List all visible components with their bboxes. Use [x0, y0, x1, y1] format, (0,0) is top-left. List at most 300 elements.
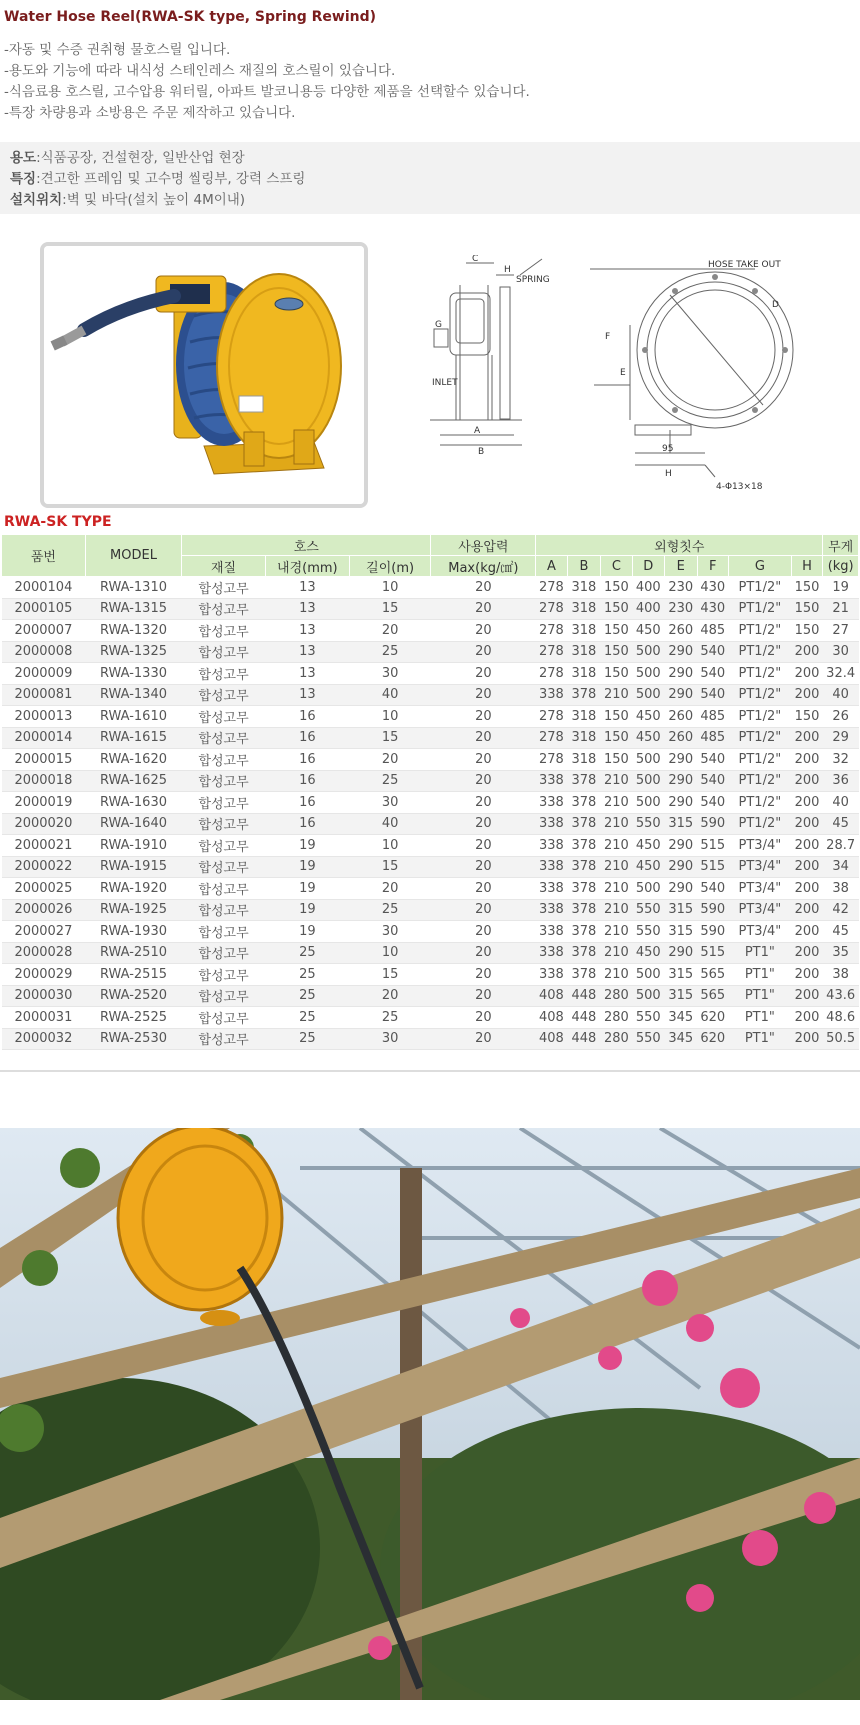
table-cell: RWA-1340 — [85, 684, 181, 706]
table-cell: 280 — [601, 1007, 632, 1029]
table-row — [2, 749, 859, 771]
table-cell: 150 — [791, 598, 823, 620]
label-spring: SPRING — [516, 275, 550, 285]
table-cell: 515 — [697, 856, 728, 878]
table-cell: 200 — [791, 727, 823, 749]
table-cell: 13 — [265, 663, 349, 685]
table-row — [2, 620, 859, 642]
table-cell: 590 — [697, 921, 728, 943]
table-cell: 20 — [431, 770, 536, 792]
table-cell: PT1/2" — [728, 770, 791, 792]
table-cell: 338 — [536, 684, 567, 706]
table-cell: 338 — [536, 964, 567, 986]
table-cell: 378 — [567, 878, 601, 900]
table-cell: 290 — [665, 663, 697, 685]
table-cell: 25 — [349, 641, 431, 663]
table-cell: 합성고무 — [182, 985, 266, 1007]
table-cell: 16 — [265, 727, 349, 749]
table-cell: 150 — [791, 620, 823, 642]
table-cell: RWA-2510 — [85, 942, 181, 964]
table-cell: 43.6 — [823, 985, 859, 1007]
table-cell: 278 — [536, 577, 567, 599]
table-cell: 378 — [567, 856, 601, 878]
table-cell: 합성고무 — [182, 641, 266, 663]
table-cell: PT1/2" — [728, 706, 791, 728]
table-cell: 540 — [697, 878, 728, 900]
table-cell: 150 — [791, 577, 823, 599]
table-row — [2, 856, 859, 878]
table-cell: 2000032 — [2, 1028, 86, 1050]
table-cell: 38 — [823, 964, 859, 986]
table-cell: 2000009 — [2, 663, 86, 685]
greenhouse-scene — [0, 1128, 860, 1700]
table-cell: 150 — [601, 641, 632, 663]
label-b: B — [478, 447, 485, 457]
table-cell: 540 — [697, 663, 728, 685]
table-cell: RWA-2515 — [85, 964, 181, 986]
table-cell: 550 — [632, 921, 664, 943]
installation-photo — [0, 1128, 860, 1700]
table-cell: 315 — [665, 899, 697, 921]
table-cell: 278 — [536, 620, 567, 642]
header-inner-dia: 내경(mm) — [265, 556, 349, 577]
table-cell: 20 — [431, 792, 536, 814]
header-weight: 무게 — [823, 535, 859, 556]
table-cell: 20 — [431, 749, 536, 771]
table-cell: 40 — [823, 792, 859, 814]
table-cell: 210 — [601, 770, 632, 792]
table-cell: RWA-1910 — [85, 835, 181, 857]
table-cell: 2000027 — [2, 921, 86, 943]
table-cell: 20 — [431, 1007, 536, 1029]
table-cell: 590 — [697, 899, 728, 921]
table-cell: 450 — [632, 706, 664, 728]
table-cell: 500 — [632, 792, 664, 814]
label-95: 95 — [662, 444, 674, 454]
table-cell: 318 — [567, 620, 601, 642]
table-cell: 19 — [265, 921, 349, 943]
table-cell: 20 — [349, 749, 431, 771]
table-cell: RWA-1320 — [85, 620, 181, 642]
table-cell: PT3/4" — [728, 899, 791, 921]
table-cell: 40 — [823, 684, 859, 706]
table-cell: 합성고무 — [182, 1028, 266, 1050]
table-cell: 318 — [567, 727, 601, 749]
table-cell: 500 — [632, 641, 664, 663]
table-cell: PT1/2" — [728, 749, 791, 771]
table-cell: 20 — [431, 577, 536, 599]
table-cell: 20 — [431, 641, 536, 663]
table-row — [2, 577, 859, 599]
feature-traits: 특징:견고한 프레임 및 고수명 씰링부, 강력 스프링 — [10, 171, 306, 187]
table-cell: 48.6 — [823, 1007, 859, 1029]
table-cell: 515 — [697, 835, 728, 857]
table-row — [2, 792, 859, 814]
header-f: F — [697, 556, 728, 577]
table-cell: 36 — [823, 770, 859, 792]
table-cell: 290 — [665, 749, 697, 771]
table-cell: 290 — [665, 856, 697, 878]
label-d: D — [772, 300, 779, 310]
table-cell: 34 — [823, 856, 859, 878]
table-cell: 278 — [536, 663, 567, 685]
table-cell: 315 — [665, 813, 697, 835]
table-cell: 합성고무 — [182, 792, 266, 814]
table-cell: 150 — [791, 706, 823, 728]
table-cell: 200 — [791, 921, 823, 943]
table-cell: PT1/2" — [728, 620, 791, 642]
table-cell: 25 — [265, 964, 349, 986]
spec-table-body — [2, 577, 859, 1050]
hose-reel-illustration — [44, 246, 364, 504]
table-row — [2, 684, 859, 706]
feature-usage: 용도:식품공장, 건설현장, 일반산업 현장 — [10, 150, 245, 166]
table-cell: 합성고무 — [182, 813, 266, 835]
table-cell: 345 — [665, 1007, 697, 1029]
label-c: C — [472, 255, 479, 264]
table-cell: 408 — [536, 1007, 567, 1029]
table-cell: 합성고무 — [182, 964, 266, 986]
table-cell: 565 — [697, 985, 728, 1007]
table-cell: 40 — [349, 684, 431, 706]
intro-line: -특장 차량용과 소방용은 주문 제작하고 있습니다. — [4, 105, 296, 121]
header-hose: 호스 — [182, 535, 431, 556]
table-cell: RWA-1625 — [85, 770, 181, 792]
table-cell: 378 — [567, 964, 601, 986]
table-cell: 150 — [601, 727, 632, 749]
table-cell: 500 — [632, 878, 664, 900]
table-cell: 15 — [349, 964, 431, 986]
table-cell: 13 — [265, 684, 349, 706]
table-cell: 150 — [601, 620, 632, 642]
table-cell: 42 — [823, 899, 859, 921]
table-cell: 15 — [349, 856, 431, 878]
table-cell: 2000015 — [2, 749, 86, 771]
table-cell: 448 — [567, 985, 601, 1007]
table-cell: PT1/2" — [728, 641, 791, 663]
table-cell: 290 — [665, 835, 697, 857]
intro-line: -용도와 기능에 따라 내식성 스테인레스 재질의 호스릴이 있습니다. — [4, 63, 396, 79]
table-cell: PT1/2" — [728, 813, 791, 835]
table-cell: 540 — [697, 770, 728, 792]
table-cell: 485 — [697, 727, 728, 749]
table-cell: 620 — [697, 1028, 728, 1050]
table-cell: 210 — [601, 813, 632, 835]
table-cell: 2000031 — [2, 1007, 86, 1029]
table-cell: 230 — [665, 577, 697, 599]
header-e: E — [665, 556, 697, 577]
feature-box — [0, 142, 860, 214]
table-cell: 합성고무 — [182, 663, 266, 685]
label-holes: 4-Φ13×18 — [716, 482, 763, 492]
table-cell: 26 — [823, 706, 859, 728]
table-row — [2, 835, 859, 857]
table-cell: 2000022 — [2, 856, 86, 878]
header-part-no: 품번 — [2, 535, 86, 577]
table-cell: 200 — [791, 964, 823, 986]
table-cell: 200 — [791, 985, 823, 1007]
table-cell: 338 — [536, 878, 567, 900]
table-cell: 200 — [791, 663, 823, 685]
table-cell: 620 — [697, 1007, 728, 1029]
table-cell: 338 — [536, 942, 567, 964]
table-cell: PT1/2" — [728, 684, 791, 706]
table-cell: RWA-1925 — [85, 899, 181, 921]
table-cell: 540 — [697, 749, 728, 771]
table-cell: 278 — [536, 598, 567, 620]
table-cell: 280 — [601, 985, 632, 1007]
table-cell: 278 — [536, 749, 567, 771]
table-cell: 378 — [567, 835, 601, 857]
table-cell: 2000018 — [2, 770, 86, 792]
header-pressure: 사용압력 — [431, 535, 536, 556]
table-cell: 합성고무 — [182, 878, 266, 900]
intro-line: -식음료용 호스릴, 고수압용 워터릴, 아파트 발코니용등 다양한 제품을 선택할수 있습니다. — [4, 84, 530, 100]
table-cell: 30 — [349, 1028, 431, 1050]
table-cell: 19 — [823, 577, 859, 599]
table-cell: 20 — [431, 899, 536, 921]
label-e: E — [620, 368, 626, 378]
table-cell: 20 — [431, 663, 536, 685]
header-b: B — [567, 556, 601, 577]
table-cell: 19 — [265, 835, 349, 857]
table-cell: 500 — [632, 684, 664, 706]
table-cell: 합성고무 — [182, 770, 266, 792]
table-cell: 450 — [632, 835, 664, 857]
table-cell: 16 — [265, 813, 349, 835]
table-cell: 2000020 — [2, 813, 86, 835]
table-cell: RWA-1915 — [85, 856, 181, 878]
table-row — [2, 706, 859, 728]
table-cell: 338 — [536, 792, 567, 814]
table-cell: 408 — [536, 985, 567, 1007]
table-cell: 515 — [697, 942, 728, 964]
table-row — [2, 727, 859, 749]
table-cell: 30 — [349, 921, 431, 943]
table-cell: 290 — [665, 770, 697, 792]
table-cell: 500 — [632, 663, 664, 685]
table-cell: 540 — [697, 792, 728, 814]
table-cell: 2000008 — [2, 641, 86, 663]
table-cell: 150 — [601, 598, 632, 620]
table-cell: 50.5 — [823, 1028, 859, 1050]
table-cell: 20 — [431, 684, 536, 706]
table-cell: 378 — [567, 813, 601, 835]
table-cell: RWA-1310 — [85, 577, 181, 599]
table-cell: 550 — [632, 899, 664, 921]
table-cell: 210 — [601, 856, 632, 878]
header-c: C — [601, 556, 632, 577]
table-cell: PT1/2" — [728, 727, 791, 749]
table-cell: 338 — [536, 835, 567, 857]
table-cell: 290 — [665, 641, 697, 663]
table-cell: 20 — [349, 620, 431, 642]
table-cell: 280 — [601, 1028, 632, 1050]
header-max: Max(kg/㎠) — [431, 556, 536, 577]
table-cell: 합성고무 — [182, 899, 266, 921]
table-cell: 합성고무 — [182, 921, 266, 943]
table-cell: 338 — [536, 856, 567, 878]
header-material: 재질 — [182, 556, 266, 577]
table-cell: PT1/2" — [728, 577, 791, 599]
table-cell: 10 — [349, 942, 431, 964]
table-cell: 210 — [601, 942, 632, 964]
table-cell: PT1/2" — [728, 663, 791, 685]
table-cell: RWA-1615 — [85, 727, 181, 749]
table-cell: 25 — [349, 899, 431, 921]
table-cell: RWA-2525 — [85, 1007, 181, 1029]
table-cell: 합성고무 — [182, 835, 266, 857]
table-cell: 210 — [601, 792, 632, 814]
table-cell: 500 — [632, 749, 664, 771]
table-row — [2, 985, 859, 1007]
product-photo — [40, 242, 368, 508]
header-a: A — [536, 556, 567, 577]
table-cell: 378 — [567, 792, 601, 814]
table-cell: 2000007 — [2, 620, 86, 642]
table-cell: 25 — [265, 942, 349, 964]
table-cell: PT1" — [728, 964, 791, 986]
table-row — [2, 921, 859, 943]
table-cell: 150 — [601, 749, 632, 771]
table-cell: 450 — [632, 727, 664, 749]
table-cell: 210 — [601, 684, 632, 706]
table-cell: 2000028 — [2, 942, 86, 964]
table-cell: 2000021 — [2, 835, 86, 857]
table-cell: 20 — [431, 1028, 536, 1050]
table-cell: 16 — [265, 749, 349, 771]
table-cell: 318 — [567, 577, 601, 599]
table-cell: 합성고무 — [182, 684, 266, 706]
label-hose-take-out: HOSE TAKE OUT — [708, 260, 781, 270]
table-row — [2, 1028, 859, 1050]
table-cell: 150 — [601, 577, 632, 599]
table-cell: 230 — [665, 598, 697, 620]
table-row — [2, 964, 859, 986]
table-cell: 315 — [665, 964, 697, 986]
table-cell: 278 — [536, 641, 567, 663]
table-cell: 2000029 — [2, 964, 86, 986]
table-cell: 20 — [431, 706, 536, 728]
header-model: MODEL — [85, 535, 181, 577]
table-cell: 15 — [349, 727, 431, 749]
table-cell: 합성고무 — [182, 620, 266, 642]
intro-line: -자동 및 수증 권취형 물호스릴 입니다. — [4, 42, 231, 58]
table-cell: 20 — [431, 813, 536, 835]
table-cell: 200 — [791, 1007, 823, 1029]
table-cell: 400 — [632, 577, 664, 599]
table-cell: 338 — [536, 899, 567, 921]
table-cell: 20 — [431, 942, 536, 964]
table-cell: RWA-1315 — [85, 598, 181, 620]
table-cell: 10 — [349, 835, 431, 857]
table-cell: 합성고무 — [182, 706, 266, 728]
table-cell: 2000105 — [2, 598, 86, 620]
table-cell: 345 — [665, 1028, 697, 1050]
table-cell: 30 — [349, 663, 431, 685]
table-cell: 13 — [265, 598, 349, 620]
table-row — [2, 641, 859, 663]
table-cell: 500 — [632, 985, 664, 1007]
table-cell: 200 — [791, 835, 823, 857]
table-cell: 260 — [665, 727, 697, 749]
table-cell: 25 — [349, 770, 431, 792]
table-cell: 20 — [431, 835, 536, 857]
table-cell: RWA-1920 — [85, 878, 181, 900]
table-cell: 200 — [791, 641, 823, 663]
table-cell: 20 — [431, 856, 536, 878]
label-h-front: H — [665, 469, 672, 479]
table-row — [2, 878, 859, 900]
table-cell: 378 — [567, 770, 601, 792]
table-cell: 378 — [567, 899, 601, 921]
table-cell: 합성고무 — [182, 856, 266, 878]
table-cell: 30 — [823, 641, 859, 663]
table-cell: 200 — [791, 1028, 823, 1050]
table-cell: 합성고무 — [182, 727, 266, 749]
table-cell: 200 — [791, 684, 823, 706]
table-cell: 2000030 — [2, 985, 86, 1007]
table-cell: 20 — [431, 727, 536, 749]
table-cell: 260 — [665, 706, 697, 728]
table-cell: RWA-1330 — [85, 663, 181, 685]
table-cell: 32 — [823, 749, 859, 771]
table-divider — [0, 1070, 860, 1072]
table-cell: 40 — [349, 813, 431, 835]
table-cell: 27 — [823, 620, 859, 642]
table-cell: 150 — [601, 706, 632, 728]
table-row — [2, 813, 859, 835]
header-length: 길이(m) — [349, 556, 431, 577]
table-cell: RWA-2530 — [85, 1028, 181, 1050]
table-cell: 550 — [632, 1007, 664, 1029]
table-cell: 19 — [265, 856, 349, 878]
table-cell: 16 — [265, 770, 349, 792]
table-cell: 378 — [567, 684, 601, 706]
table-cell: 합성고무 — [182, 598, 266, 620]
table-cell: 2000014 — [2, 727, 86, 749]
table-cell: 13 — [265, 577, 349, 599]
table-cell: 210 — [601, 835, 632, 857]
table-cell: 318 — [567, 663, 601, 685]
table-cell: PT1" — [728, 985, 791, 1007]
table-cell: 35 — [823, 942, 859, 964]
table-cell: 500 — [632, 964, 664, 986]
label-f: F — [605, 332, 611, 342]
header-d: D — [632, 556, 664, 577]
table-cell: 200 — [791, 856, 823, 878]
table-cell: 16 — [265, 792, 349, 814]
table-cell: 45 — [823, 921, 859, 943]
table-cell: RWA-1620 — [85, 749, 181, 771]
header-weight-unit: (kg) — [823, 556, 859, 577]
table-cell: 378 — [567, 921, 601, 943]
table-cell: 10 — [349, 706, 431, 728]
table-cell: 200 — [791, 878, 823, 900]
table-cell: 210 — [601, 878, 632, 900]
table-row — [2, 899, 859, 921]
table-cell: 28.7 — [823, 835, 859, 857]
table-cell: 485 — [697, 620, 728, 642]
table-cell: 450 — [632, 620, 664, 642]
page-title: Water Hose Reel(RWA-SK type, Spring Rewind) — [4, 9, 376, 25]
table-cell: 30 — [349, 792, 431, 814]
table-cell: 260 — [665, 620, 697, 642]
table-cell: 338 — [536, 813, 567, 835]
table-cell: 565 — [697, 964, 728, 986]
intro-text — [4, 40, 530, 124]
header-g: G — [728, 556, 791, 577]
